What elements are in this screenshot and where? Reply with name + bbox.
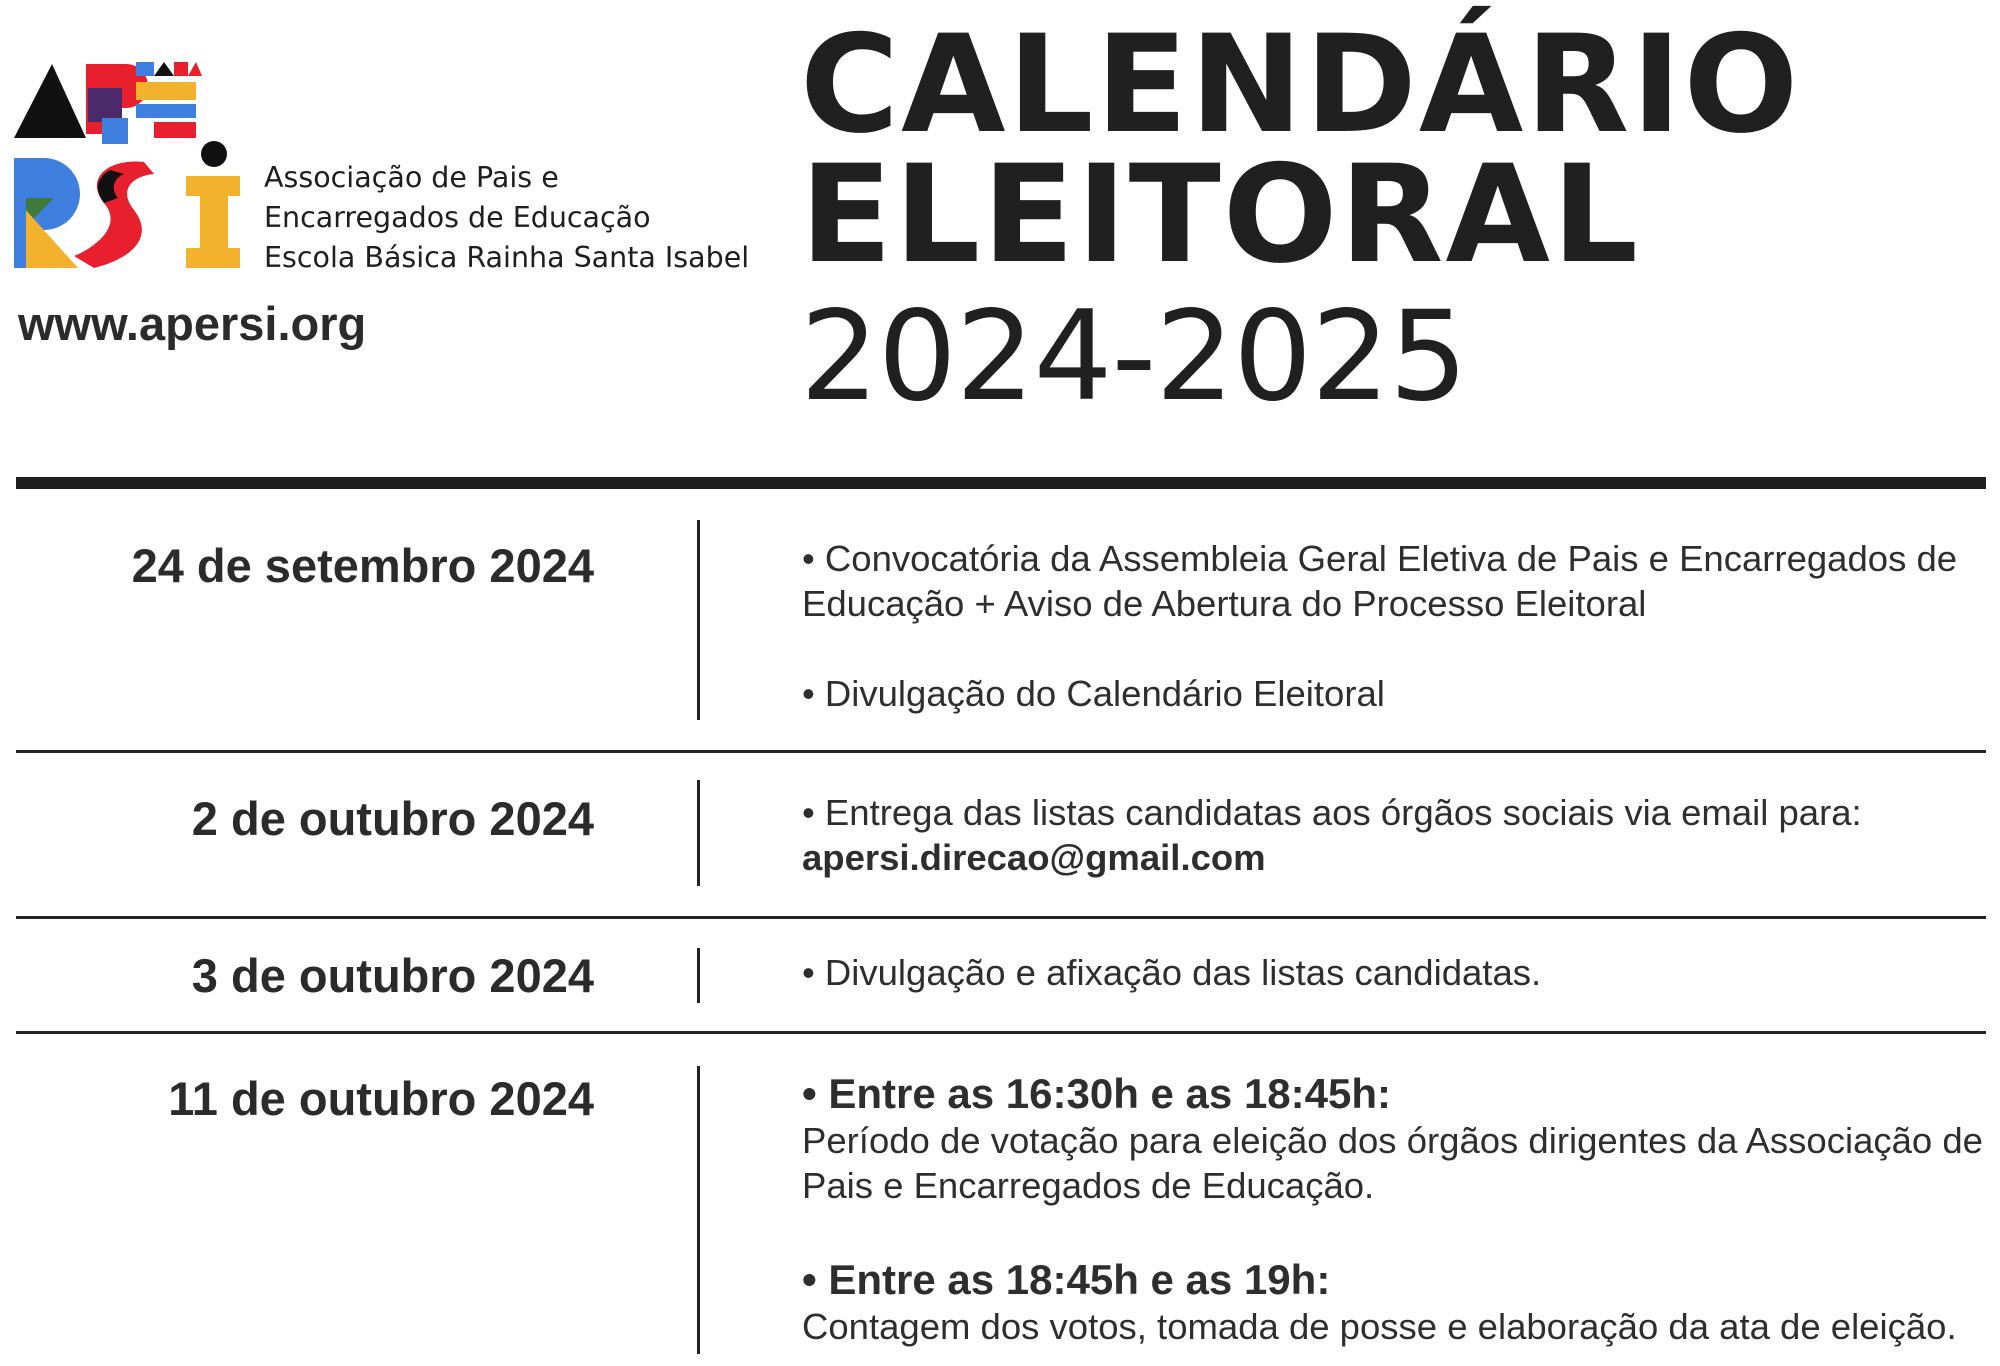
column-divider-1 <box>697 520 700 720</box>
row-description-2 <box>802 790 1992 880</box>
column-divider-4 <box>697 1066 700 1354</box>
column-divider-2 <box>697 780 700 886</box>
contact-email-link[interactable]: apersi.direcao@gmail.com <box>802 837 1266 878</box>
org-name-line-1: Associação de Pais e <box>264 161 559 194</box>
row-separator-1 <box>16 750 1986 753</box>
organization-name <box>264 158 749 278</box>
row-description-3 <box>802 950 1992 995</box>
school-year: 2024-2025 <box>800 285 1467 429</box>
page-title <box>800 6 1801 293</box>
org-name-line-2: Encarregados de Educação <box>264 201 651 234</box>
org-name-line-3: Escola Básica Rainha Santa Isabel <box>264 241 750 274</box>
row-separator-3 <box>16 1031 1986 1034</box>
column-divider-3 <box>697 948 700 1003</box>
row-1-item-1: • Convocatória da Assembleia Geral Eletiva de Pais e Encarregados de Educação + Aviso de Abertura do Processo Eleitoral <box>802 538 1958 624</box>
website-link[interactable]: www.apersi.org <box>18 297 367 350</box>
row-2-item-1: • Entrega das listas candidatas aos órgãos sociais via email para: <box>802 792 1862 833</box>
row-3-item-1: • Divulgação e afixação das listas candidatas. <box>802 952 1542 993</box>
row-separator-2 <box>16 916 1986 919</box>
title-line-2: ELEITORAL <box>800 136 1640 293</box>
row-date-3: 3 de outubro 2024 <box>191 949 594 1002</box>
title-line-1: CALENDÁRIO <box>800 6 1801 163</box>
row-4-text-2: Contagem dos votos, tomada de posse e elaboração da ata de eleição. <box>802 1306 1957 1347</box>
row-4-text-1: Período de votação para eleição dos órgãos dirigentes da Associação de Pais e Encarregados de Educação. <box>802 1120 1983 1206</box>
row-description-4 <box>802 1070 1992 1349</box>
row-description-1 <box>802 536 1992 716</box>
header-divider <box>16 477 1986 489</box>
row-date-1: 24 de setembro 2024 <box>131 539 594 592</box>
row-1-item-2: • Divulgação do Calendário Eleitoral <box>802 673 1385 714</box>
row-date-2: 2 de outubro 2024 <box>191 792 594 845</box>
row-4-heading-1: • Entre as 16:30h e as 18:45h: <box>802 1070 1392 1117</box>
row-4-heading-2: • Entre as 18:45h e as 19h: <box>802 1256 1331 1303</box>
apersi-logo <box>14 58 244 273</box>
row-date-4: 11 de outubro 2024 <box>168 1072 594 1125</box>
